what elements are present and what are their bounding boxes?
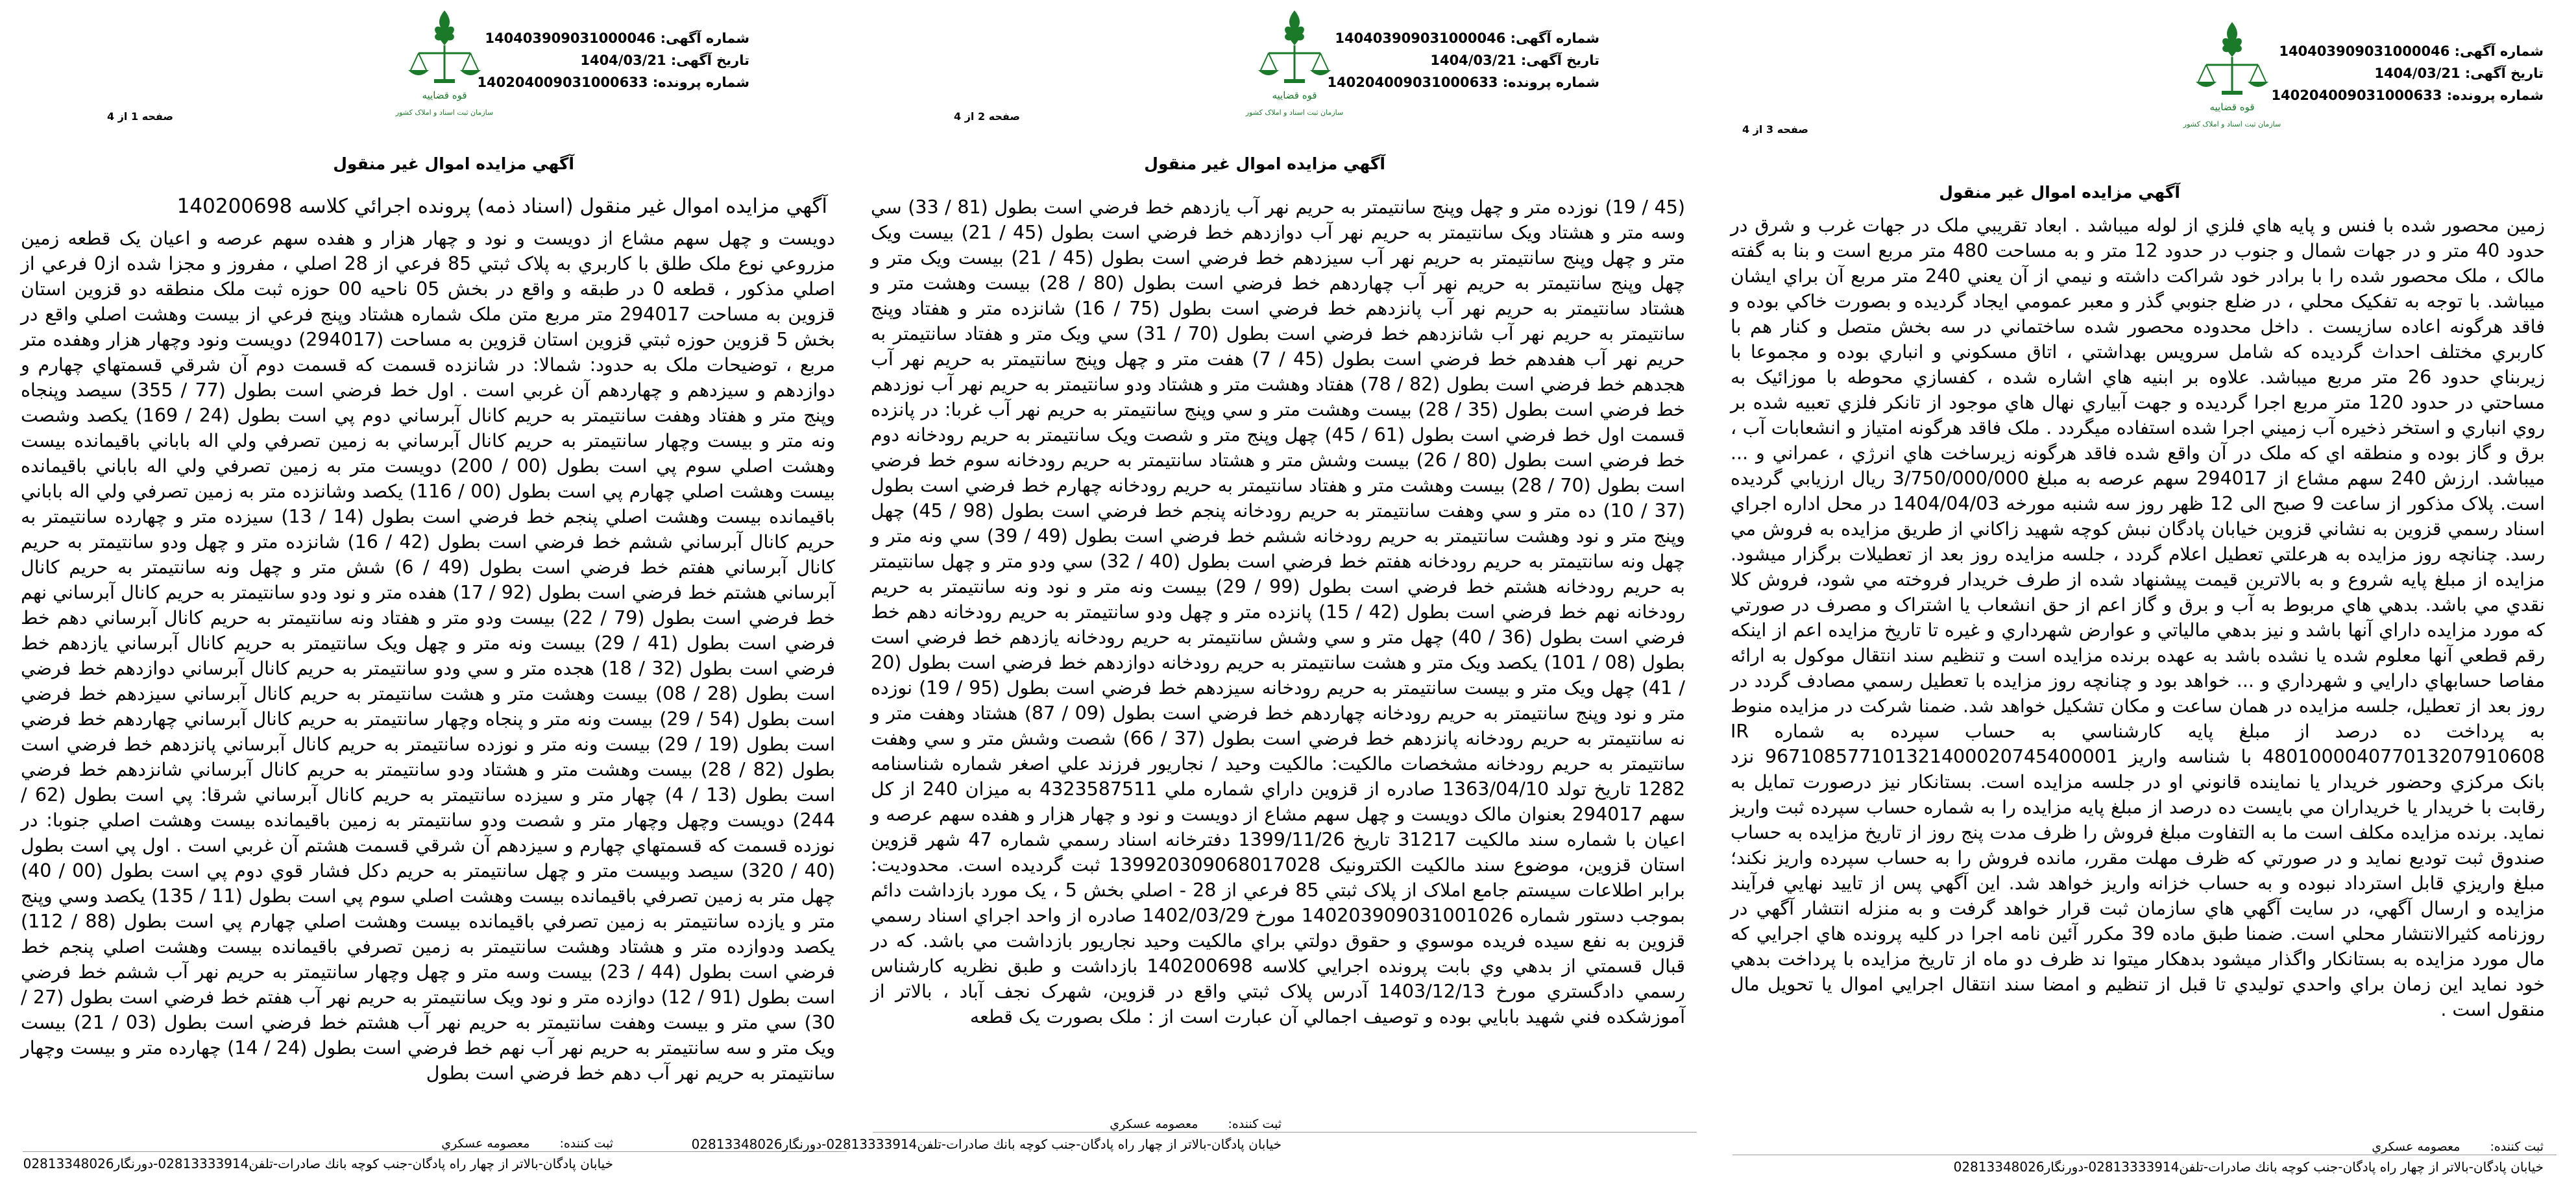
ad-no: 140403909031000046 [1335,30,1506,46]
ad-no-label: شماره آگهی: [1510,30,1599,46]
footer-address: خيابان پادگان-بالاتر از چهار راه پادگان-جنب كوچه بانك صادرات-تلفن02813333914-دورنگار02813348026 [23,1156,613,1171]
ad-no-label: شماره آگهی: [2454,43,2544,59]
case-no: 140204009031000633 [1327,75,1498,90]
org-bottom-text: سازمان ثبت اسناد و املاک کشور [2183,120,2281,128]
signer-name: معصومه عسكري [2372,1140,2461,1154]
case-label: شماره پرونده: [2446,88,2544,103]
org-bottom-text: سازمان ثبت اسناد و املاک کشور [395,108,494,117]
footer-divider [873,1132,1697,1133]
date-label: تاریخ آگهی: [670,53,749,68]
case-label: شماره پرونده: [652,75,749,90]
ad-meta [2271,40,2544,106]
ad-meta [1327,27,1599,93]
signer-row [2372,1140,2544,1154]
notice-title: آگهي مزايده اموال غير منقول [333,154,574,173]
org-bottom-text: سازمان ثبت اسناد و املاک کشور [1245,108,1344,117]
judiciary-emblem [393,8,496,121]
ad-no-label: شماره آگهی: [660,30,749,46]
judiciary-emblem [1243,8,1346,121]
notice-body: زمين محصور شده با فنس و پايه هاي فلزي از لوله ميباشد . ابعاد تقريبي ملک در جهات غرب و شرق در حدود 40 متر و در جهات شمال و جنوب در حدود 12 متر و به مساحت 480 متر مربع است و بنا به گفته مالک ، ملک محصور شده را با برادر خود شراکت داشته و نيمي از آن يعني 240 متر مربع آن براي ايشان ميباشد. با توجه به تفکيک محلي ، در ضلع جنوبي گذر و معبر عمومي ايجاد گرديده و بصورت خاکي بوده و فاقد هرگونه اعاده سازيست . داخل محدوده محصور شده ساختماني در سه بخش متصل و کنار هم با کاربري مختلف احداث گرديده که شامل سرويس بهداشتي ، اتاق مسکوني و انباري بوده و مجموعا با زيربناي حدود 26 متر مربع ميباشد. علاوه بر ابنيه هاي اشاره شده ، کفسازي محوطه با موزائيک به مساحتي در حدود 120 متر مربع اجرا گرديده و جهت آبياري نهال هاي موجود از تانکر فلزي تعبيه شده بر روي انباري و استخر ذخيره آب زميني اجرا شده استفاده ميگردد . ملک فاقد هرگونه امتياز و انشعابات آب ، برق و گاز بوده و منطقه اي که ملک در آن واقع شده فاقد هرگونه زيرساخت هاي انرژي ، عمراني و ... ميباشد. ارزش 240 سهم مشاع از 294017 سهم عرصه به مبلغ 3/750/000/000 ريال ارزيابي گرديده است. پلاک مذکور از ساعت 9 صبح الی 12 ظهر روز سه شنبه مورخه 1404/04/03 در محل اداره اجراي اسناد رسمي قزوين به نشاني قزوين خيابان پادگان نبش کوچه شهيد زاکاني از طريق مزايده به فروش مي رسد. چنانچه روز مزايده به هرعلتي تعطيل اعلام گردد ، جلسه مزايده روز بعد از تعطيلات برگزار ميشود. مزايده از مبلغ پايه شروع و به بالاترين قيمت پيشنهاد شده از طرف خريدار فروخته مي شود، فروش کلا نقدي مي باشد. بدهي هاي مربوط به آب و برق و گاز اعم از حق انشعاب يا اشتراک و مصرف در صورتي که مورد مزايده داراي آنها باشد و نيز بدهي مالياتي و عوارض شهرداري و غيره تا تاريخ مزايده اعم از اينکه رقم قطعي آنها معلوم شده يا نشده باشد به عهده برنده مزايده است و تنظيم سند انتقال موکول به ارائه مفاصا حسابهاي دارايي و شهرداري و ... خواهد بود و چنانچه روز مزايده با تعطيل رسمي مصادف گردد در روز بعد از تعطيل، جلسه مزايده در همان ساعت و مکان تشکيل خواهد شد. ضمنا شرکت در مزايده منوط به پرداخت ده درصد از مبلغ پايه کارشناسي به حساب سپرده به شماره IR 480100004077013207910608 با شناسه واريز 967108577101321400020745400001 نزد بانک مرکزي وحضور خريدار يا نماينده قانوني او در جلسه مزايده است. بستانکار نيز درصورت تمايل به رقابت با خريدار يا خريداران مي بايست ده درصد از مبلغ پايه مزايده را به شماره حساب سپرده ثبت واريز نمايد. برنده مزايده مکلف است ما به التفاوت مبلغ فروش را ظرف مدت پنج روز از تاريخ مزايده به حساب صندوق ثبت توديع نمايد و در صورتي که ظرف مهلت مقرر، مانده فروش را به حساب سپرده واريز نکند؛ مبلغ واريزي قابل استرداد نبوده و به حساب خزانه واريز خواهد شد. اين آگهي پس از تاييد نهايي فرآيند مزايده و ارسال آگهي، در سايت آگهي هاي سازمان ثبت قرار خواهد گرفت و به منزله انتشار آگهي در روزنامه کثيرالانتشار محلي است. ضمنا طبق ماده 39 مکرر آئين نامه اجرا در کليه پرونده هاي اجرايي که مال مورد مزايده به بستانکار واگذار ميشود بدهکار ميتوا ند ظرف دو ماه از تاريخ مزايده با پرداخت بدهي خود نمايد اين زمان براي واحدي توليدي تا قبل از تنظيم و امضا سند انتقال اجرايي اموال يا تحويل مال منقول است . [1731,215,2546,1020]
notice-body: (45 / 19) نوزده متر و چهل وپنج سانتيمتر به حريم نهر آب يازدهم خط فرضي است بطول (81 / 33) سي وسه متر و هشتاد ويک سانتيمتر به حريم نهر آب دوازدهم خط فرضي است بطول (45 / 21) بيست ويک متر و چهل وپنج سانتيمتر به حريم نهر آب سيزدهم خط فرضي است بطول (45 / 21) بيست ويک متر و چهل وپنج سانتيمتر به حريم نهر آب چهاردهم خط فرضي است بطول (80 / 28) بيست وهشت متر و هشتاد سانتيمتر به حريم نهر آب پانزدهم خط فرضي است بطول (75 / 16) شانزده متر و هفتاد وپنج سانتيمتر به حريم نهر آب شانزدهم خط فرضي است بطول (70 / 31) سي ويک متر و هفتاد سانتيمتر به حريم نهر آب هفدهم خط فرضي است بطول (45 / 7) هفت متر و چهل وپنج سانتيمتر به حريم نهر آب هجدهم خط فرضي است بطول (82 / 78) هفتاد وهشت متر و هشتاد ودو سانتيمتر به حريم نهر آب نوزدهم خط فرضي است بطول (35 / 28) بيست وهشت متر و سي وپنج سانتيمتر به حريم نهر آب غربا: در پانزده قسمت اول خط فرضي است بطول (61 / 45) چهل وپنج متر و شصت ويک سانتيمتر به حريم رودخانه دوم خط فرضي است بطول (80 / 26) بيست وشش متر و هشتاد سانتيمتر به حريم رودخانه سوم خط فرضي است بطول (70 / 28) بيست وهشت متر و هفتاد سانتيمتر به حريم رودخانه چهارم خط فرضي است بطول (37 / 10) ده متر و سي وهفت سانتيمتر به حريم رودخانه پنجم خط فرضي است بطول (98 / 45) چهل وپنج متر و نود وهشت سانتيمتر به حريم رودخانه ششم خط فرضي است بطول (49 / 39) سي ونه متر و چهل ونه سانتيمتر به حريم رودخانه هفتم خط فرضي است بطول (40 / 32) سي ودو متر و چهل سانتيمتر به حريم رودخانه هشتم خط فرضي است بطول (99 / 29) بيست ونه متر و نود ونه سانتيمتر به حريم رودخانه نهم خط فرضي است بطول (42 / 15) پانزده متر و چهل ودو سانتيمتر به حريم رودخانه دهم خط فرضي است بطول (36 / 40) چهل متر و سي وشش سانتيمتر به حريم رودخانه يازدهم خط فرضي است بطول (08 / 101) يکصد ويک متر و هشت سانتيمتر به حريم رودخانه دوازدهم خط فرضي است بطول (20 / 41) چهل ويک متر و بيست سانتيمتر به حريم رودخانه سيزدهم خط فرضي است بطول (95 / 19) نوزده متر و نود وپنج سانتيمتر به حريم رودخانه چهاردهم خط فرضي است بطول (09 / 87) هشتاد وهفت متر و نه سانتيمتر به حريم رودخانه پانزدهم خط فرضي است بطول (37 / 66) شصت وشش متر و سي وهفت سانتيمتر به حريم رودخانه مشخصات مالکيت: مالکيت وحيد / نجاريور فرزند علي اصغر شماره شناسنامه 1282 تاريخ تولد 1363/04/10 صادره از قزوين داراي شماره ملي 4323587511 به ميزان 240 از کل سهم 294017 بعنوان مالک دويست و چهل سهم مشاع از دويست و نود و چهار هزار و هفده سهم عرصه و اعيان با شماره سند مالکيت 31217 تاريخ 1399/11/26 دفترخانه اسناد رسمي شماره 47 شهر قزوين استان قزوين، موضوع سند مالکيت الکترونيک 139920309068017028 ثبت گرديده است. محدوديت: برابر اطلاعات سيستم جامع املاک از پلاک ثبتي 85 فرعي از 28 - اصلي بخش 5 ، يک مورد بازداشت دائم بموجب دستور شماره 140203909031001026 مورخ 1402/03/29 صادره از واحد اجراي اسناد رسمي قزوين به نفع سيده فريده موسوي و حقوق دولتي براي مالکيت وحيد نجاريور بازداشت مي باشد. که در قبال قسمتي از بدهي وي بابت پرونده اجرايي کلاسه 140200698 بازداشت و طبق نظريه کارشناس رسمي دادگستري مورخ 1403/12/13 آدرس پلاک ثبتي واقع در قزوين، شهرک نجف آباد ، بالاتر از آموزشکده فني شهيد بابايي بوده و توصيف اجمالي آن عبارت است از : ملک بصورت يک قطعه [871,197,1686,1027]
case-no: 140204009031000633 [477,75,648,90]
org-top-text: قوه قضاییه [422,90,467,101]
signer-name: معصومه عسكري [441,1136,530,1151]
notice-title: آگهي مزايده اموال غير منقول [1939,183,2180,202]
page-2 [691,0,1697,1187]
signer-name: معصومه عسكري [1110,1117,1198,1131]
page-1 [13,0,847,1187]
footer-address: خيابان پادگان-بالاتر از چهار راه پادگان-جنب كوچه بانك صادرات-تلفن02813333914-دورنگار02813348026 [691,1136,1282,1152]
org-top-text: قوه قضاییه [2209,101,2255,113]
signer-row [441,1136,613,1151]
signer-label: ثبت كننده: [559,1136,613,1151]
ad-meta [477,27,749,93]
date-label: تاریخ آگهی: [2464,66,2544,81]
notice-title: آگهي مزايده اموال غير منقول [1144,154,1385,173]
case-no: 140204009031000633 [2271,88,2442,103]
page-number: صفحه 3 از 4 [1742,123,1808,136]
signer-label: ثبت كننده: [1228,1117,1282,1131]
case-label: شماره پرونده: [1502,75,1599,90]
page-number: صفحه 2 از 4 [954,110,1020,123]
date-label: تاریخ آگهی: [1520,53,1599,68]
page-number: صفحه 1 از 4 [107,110,173,123]
ad-date: 1404/03/21 [580,53,666,68]
page-3 [1723,0,2557,1187]
ad-date: 1404/03/21 [1430,53,1516,68]
footer-address: خيابان پادگان-بالاتر از چهار راه پادگان-جنب كوچه بانك صادرات-تلفن02813333914-دورنگار02813348026 [1953,1159,2544,1175]
judiciary-emblem [2180,19,2284,133]
notice-body: دويست و چهل سهم مشاع از دويست و نود و چهار هزار و هفده سهم عرصه و اعيان يک قطعه زمين مزروعي نوع ملک طلق با کاربري به پلاک ثبتي 85 فرعي از 28 اصلي ، مفروز و مجزا شده از0 فرعي از اصلي مذکور ، قطعه 0 در طبقه و واقع در بخش 05 ناحيه 00 حوزه ثبت ملک منطقه دو قزوين استان قزوين به مساحت 294017 متر مربع متن ملک شماره هشتاد وپنج فرعي از بيست وهشت اصلي واقع در بخش 5 قزوين حوزه ثبتي قزوين استان قزوين به مساحت (294017) دويست ونود وچهار هزار وهفده متر مربع ، توضيحات ملک به حدود: شمالا: در شانزده قسمت که قسمت دوم آن شرقي قسمتهاي چهارم و دوازدهم و سيزدهم و چهاردهم آن غربي است . اول خط فرضي است بطول (77 / 355) سيصد وپنجاه وپنج متر و هفتاد وهفت سانتيمتر به حريم کانال آبرساني دوم پي است بطول (24 / 169) يکصد وشصت ونه متر و بيست وچهار سانتيمتر به حريم کانال آبرساني به زمين تصرفي ولي اله باباني باقيمانده بيست وهشت اصلي سوم پي است بطول (00 / 200) دويست متر به زمين تصرفي ولي اله باباني باقيمانده بيست وهشت اصلي چهارم پي است بطول (00 / 116) يکصد وشانزده متر به زمين تصرفي ولي اله باباني باقيمانده بيست وهشت اصلي پنجم خط فرضي است بطول (14 / 13) سيزده متر و چهارده سانتيمتر به حريم کانال آبرساني ششم خط فرضي است بطول (42 / 16) شانزده متر و چهل ودو سانتيمتر به حريم کانال آبرساني هفتم خط فرضي است بطول (49 / 6) شش متر و چهل ونه سانتيمتر به حريم کانال آبرساني هشتم خط فرضي است بطول (92 / 17) هفده متر و نود ودو سانتيمتر به حريم کانال آبرساني نهم خط فرضي است بطول (79 / 22) بيست ودو متر و هفتاد ونه سانتيمتر به حريم کانال آبرساني دهم خط فرضي است بطول (41 / 29) بيست ونه متر و چهل ويک سانتيمتر به حريم کانال آبرساني يازدهم خط فرضي است بطول (32 / 18) هجده متر و سي ودو سانتيمتر به حريم کانال آبرساني دوازدهم خط فرضي است بطول (28 / 08) بيست وهشت متر و هشت سانتيمتر به حريم کانال آبرساني سيزدهم خط فرضي است بطول (54 / 29) بيست ونه متر و پنجاه وچهار سانتيمتر به حريم کانال آبرساني چهاردهم خط فرضي است بطول (19 / 29) بيست ونه متر و نوزده سانتيمتر به حريم کانال آبرساني پانزدهم خط فرضي است بطول (82 / 28) بيست وهشت متر و هشتاد ودو سانتيمتر به حريم کانال آبرساني شانزدهم خط فرضي است بطول (13 / 4) چهار متر و سيزده سانتيمتر به حريم کانال آبرساني شرقا: پي است بطول (62 / 244) دويست وچهل وچهار متر و شصت ودو سانتيمتر به زمين باقيمانده بيست وهشت اصلي جنوبا: در نوزده قسمت که قسمتهاي چهارم و سيزدهم آن شرقي قسمت هشتم آن غربي است . اول پي است بطول (40 / 320) سيصد وبيست متر و چهل سانتيمتر به حريم دکل فشار قوي دوم پي است بطول (00 / 40) چهل متر به زمين تصرفي باقيمانده بيست وهشت اصلي سوم پي است بطول (11 / 135) يکصد وسي وپنج متر و يازده سانتيمتر به زمين تصرفي باقيمانده بيست وهشت اصلي چهارم پي است بطول (88 / 112) يکصد ودوازده متر و هشتاد وهشت سانتيمتر به زمين تصرفي باقيمانده بيست وهشت اصلي پنجم خط فرضي است بطول (44 / 23) بيست وسه متر و چهل وچهار سانتيمتر به حريم نهر آب ششم خط فرضي است بطول (91 / 12) دوازده متر و نود ويک سانتيمتر به حريم نهر آب هفتم خط فرضي است بطول (27 / 30) سي متر و بيست وهفت سانتيمتر به حريم نهر آب هشتم خط فرضي است بطول (03 / 21) بيست ويک متر و سه سانتيمتر به حريم نهر آب نهم خط فرضي است بطول (24 / 14) چهارده متر و بيست وچهار سانتيمتر به حريم نهر آب دهم خط فرضي است بطول [21,228,836,1084]
org-top-text: قوه قضاییه [1272,90,1317,101]
notice-subtitle: آگهي مزايده اموال غير منقول (اسناد ذمه) پرونده اجرائي كلاسه 140200698 [176,195,827,218]
ad-no: 140403909031000046 [485,30,656,46]
ad-no: 140403909031000046 [2279,43,2450,59]
signer-label: ثبت كننده: [2490,1140,2544,1154]
ad-date: 1404/03/21 [2374,66,2461,81]
signer-row [1110,1117,1282,1131]
